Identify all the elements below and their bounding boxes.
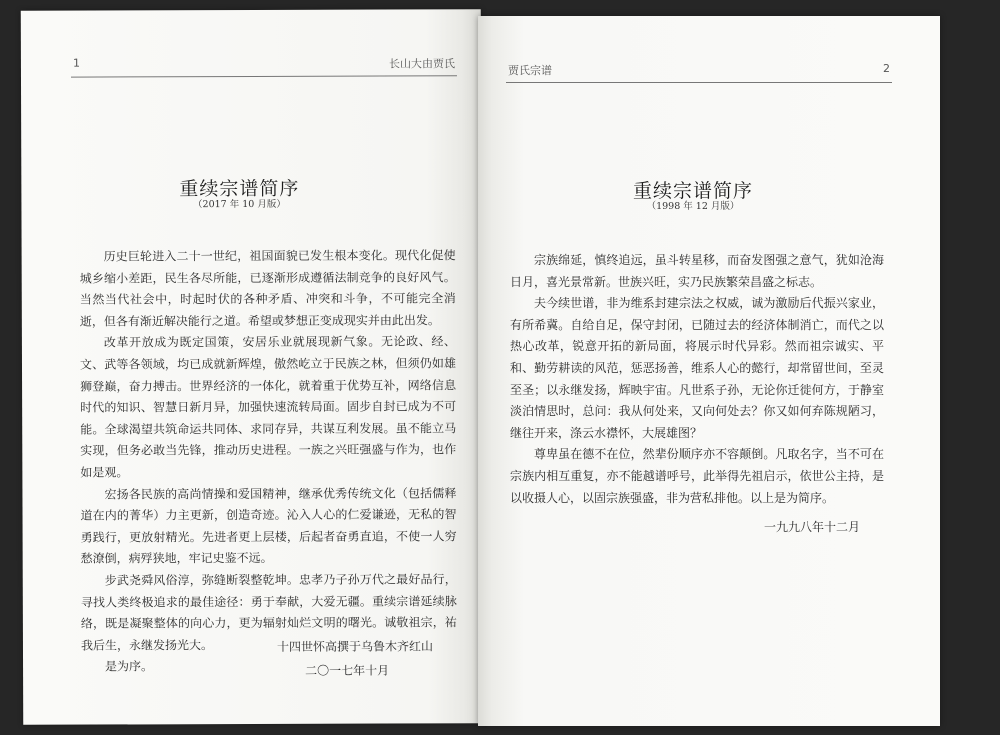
paragraph: 夫今续世谱，非为维系封建宗法之权威，诚为激励后代振兴家业，有所希冀。自给自足，保守封闭，已随过去的经济体制消亡，而代之以热心改革，锐意开拓的新局面，将展示时代异彩。然而祖宗诚实、平和、勤劳耕读的风范，惩恶扬善，维系人心的懿行，却常留世间，至灵至圣；以永继发扬，辉映宇宙。凡世系子孙，无论你迁徙何方，于静室淡泊情思时，总问：我从何处来，又向何处去？你又如何弃陈规陋习，继往开来，涤云水襟怀，大展雄图？ — [510, 296, 884, 440]
paragraph: 宗族绵延，慎终追远，虽斗转星移，而奋发图强之意气，犹如沧海日月，喜光景常新。世族兴旺，实乃民族繁荣昌盛之标志。 — [510, 253, 884, 289]
paragraph: 宏扬各民族的高尚情操和爱国精神，继承优秀传统文化（包括儒释道在内的菁华）力主更新，创造奇迹。沁入人心的仁爱谦逊，无私的智勇践行，更放射精光。先进者更上层楼，后起者奋勇直追，不使一人穷愁潦倒，病殍狭地，牢记史鉴不远。 — [80, 485, 457, 566]
preface-body — [80, 245, 458, 678]
preface-body — [510, 250, 884, 509]
page-number: 2 — [883, 62, 890, 75]
running-header: 贾氏宗谱 — [508, 64, 552, 77]
left-page — [21, 9, 483, 725]
page-title: 重续宗谱简序 — [632, 180, 753, 202]
paragraph: 尊卑虽在德不在位，然辈份顺序亦不容颠倒。凡取名字，当不可在宗族内相互重复，亦不能越谱呼号，此举得先祖启示，依世公主持，是以收摄人心，以固宗族强盛，非为营私排他。以上是为简序。 — [510, 447, 884, 505]
signature-author: 十四世怀高撰于乌鲁木齐红山 — [276, 639, 434, 654]
header-rule — [71, 75, 457, 77]
right-page — [478, 16, 940, 726]
paragraph: 是为序。 — [105, 659, 154, 674]
edition-note: （2017 年 10 月版） — [192, 198, 286, 211]
paragraph: 改革开放成为既定国策，安居乐业就展现新气象。无论政、经、文、武等各领域，均已成就新辉煌，傲然屹立于民族之林，但须仍如雄狮登巅，奋力搏击。世界经济的一体化，就着重于优势互补，网络信息时代的知识、智慧日新月异，加强快速流转局面。固步自封已成为不可能。全球渴望共筑命运共同体、求同存异，共谋互利发展。虽不能立马实现，但务必敢当先锋，推动历史进程。一族之兴旺强盛与作为，也作如是观。 — [79, 334, 457, 480]
page-title: 重续宗谱简序 — [179, 177, 300, 201]
paragraph: 步武尧舜风俗淳，弥缝断裂整乾坤。忠孝乃子孙万代之最好品行，寻找人类终极追求的最佳途径：勇于奉献，大爱无疆。重续宗谱延续脉络，既是凝聚整体的向心力，更为辐射灿烂文明的曙光。诚敬祖宗，祐我后生，永继发扬光大。 — [80, 572, 457, 653]
signature-date: 一九九八年十二月 — [764, 520, 861, 534]
header-rule — [506, 82, 892, 83]
page-number: 1 — [72, 56, 80, 70]
running-header: 长山大由贾氏 — [388, 57, 455, 71]
paragraph: 历史巨轮进入二十一世纪，祖国面貌已发生根本变化。现代化促使城乡缩小差距，民生各尽所能，已逐渐形成遵循法制竞争的良好风气。当然当代社会中，时起时伏的各种矛盾、冲突和斗争，不可能完全消逝，但各有渐近解决能行之道。希望或梦想正变成现实并由此出发。 — [79, 248, 456, 329]
edition-note: （1998 年 12 月版） — [646, 201, 740, 212]
signature-date: 二〇一七年十月 — [305, 663, 390, 678]
